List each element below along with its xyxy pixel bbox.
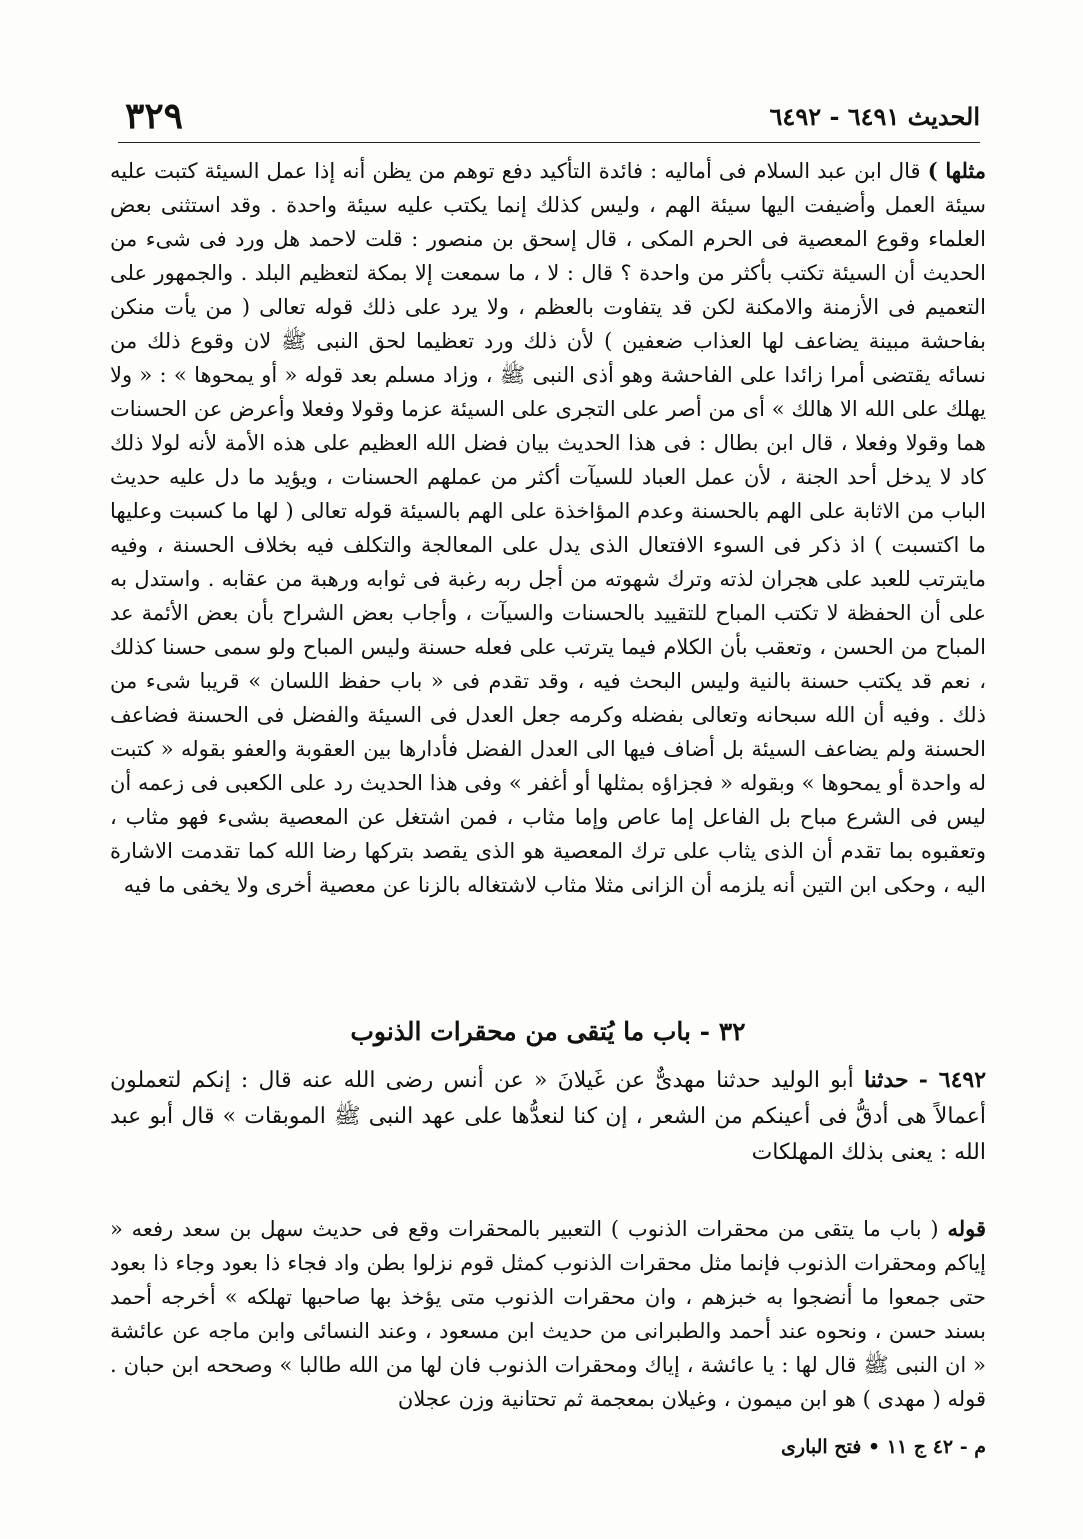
header-rule: [118, 142, 980, 143]
commentary2-text: ( باب ما يتقى من محقرات الذنوب ) التعبير بالمحقرات وقع فى حديث سهل بن سعد رفعه « إياكم ومحقرات الذنوب فإنما مثل محقرات الذنوب كمثل قوم نزلوا بطن واد فجاء ذا بعود وجاء ذا بعود حتى جمعوا ما أنضجوا به خبزهم ، وان محقرات الذنوب متى يؤخذ بها صاحبها تهلكه » أخرجه أحمد بسند حسن ، ونحوه عند أحمد والطبرانى من حديث ابن مسعود ، وعند النسائى وابن ماجه عن عائشة « ان النبى ﷺ قال لها : يا عائشة ، إياك ومحقرات الذنوب فان لها من الله طالبا » وصححه ابن حبان . قوله ( مهدى ) هو ابن ميمون ، وغيلان بمعجمة ثم تحتانية وزن عجلان: [110, 1217, 986, 1411]
running-head: [125, 96, 980, 136]
hadith-number: ٦٤٩٢ -: [918, 1067, 987, 1093]
hadith-chain-word: حدثنا: [863, 1067, 909, 1093]
running-title: الحديث ٦٤٩١ - ٦٤٩٢: [769, 101, 980, 131]
signature-line: م - ٤٢ ج ١١ • فتح البارى: [781, 1436, 986, 1458]
commentary2-lead: قوله: [947, 1216, 986, 1241]
chapter-heading: ٣٢ - باب ما يُتقى من محقرات الذنوب: [350, 1017, 746, 1046]
commentary-text: قال ابن عبد السلام فى أماليه : فائدة التأكيد دفع توهم من يظن أنه إذا عمل السيئة كتبت عليه سيئة العمل وأضيفت اليها سيئة الهم ، وليس كذلك إنما يكتب عليه سيئة واحدة . وقد استثنى بعض العلماء وقوع المعصية فى الحرم المكى ، قال إسحق بن منصور : قلت لاحمد هل ورد فى شىء من الحديث أن السيئة تكتب بأكثر من واحدة ؟ قال : لا ، ما سمعت إلا بمكة لتعظيم البلد . والجمهور على التعميم فى الأزمنة والامكنة لكن قد يتفاوت بالعظم ، ولا يرد على ذلك قوله تعالى ( من يأت منكن بفاحشة مبينة يضاعف لها العذاب ضعفين ) لأن ذلك ورد تعظيما لحق النبى ﷺ لان وقوع ذلك من نسائه يقتضى أمرا زائدا على الفاحشة وهو أذى النبى ﷺ ، وزاد مسلم بعد قوله « أو يمحوها » : « ولا يهلك على الله الا هالك » أى من أصر على التجرى على السيئة عزما وقولا وفعلا وأعرض عن الحسنات هما وقولا وفعلا ، قال ابن بطال : فى هذا الحديث بيان فضل الله العظيم على هذه الأمة لأنه لولا ذلك كاد لا يدخل أحد الجنة ، لأن عمل العباد للسيآت أكثر من عملهم الحسنات ، ويؤيد ما دل عليه حديث الباب من الاثابة على الهم بالحسنة وعدم المؤاخذة على الهم بالسيئة قوله تعالى ( لها ما كسبت وعليها ما اكتسبت ) اذ ذكر فى السوء الافتعال الذى يدل على المعالجة والتكلف فيه بخلاف الحسنة ، وفيه مايترتب للعبد على هجران لذته وترك شهوته من أجل ربه رغبة فى ثوابه ورهبة من عقابه . واستدل به على أن الحفظة لا تكتب المباح للتقييد بالحسنات والسيآت ، وأجاب بعض الشراح بأن بعض الأئمة عد المباح من الحسن ، وتعقب بأن الكلام فيما يترتب على فعله حسنة وليس المباح ولو سمى حسنا كذلك ، نعم قد يكتب حسنة بالنية وليس البحث فيه ، وقد تقدم فى « باب حفظ اللسان » قريبا شىء من ذلك . وفيه أن الله سبحانه وتعالى بفضله وكرمه جعل العدل فى السيئة والفضل فى الحسنة فضاعف الحسنة ولم يضاعف السيئة بل أضاف فيها الى العدل الفضل فأدارها بين العقوبة والعفو بقوله « كتبت له واحدة أو يمحوها » وبقوله « فجزاؤه بمثلها أو أغفر » وفى هذا الحديث رد على الكعبى فى زعمه أن ليس فى الشرع مباح بل الفاعل إما عاص وإما مثاب ، فمن اشتغل عن المعصية بشىء فهو مثاب ، وتعقبوه بما تقدم أن الذى يثاب على ترك المعصية هو الذى يقصد بتركها رضا الله كما تقدمت الاشارة اليه ، وحكى ابن التين أنه يلزمه أن الزانى مثلا مثاب لاشتغاله بالزنا عن معصية أخرى ولا يخفى ما فيه: [110, 159, 986, 897]
commentary-lead: مثلها ): [927, 158, 986, 183]
commentary-paragraph: [110, 154, 986, 902]
hadith-text: أبو الوليد حدثنا مهدىٌّ عن غَيلانَ « عن أنس رضى الله عنه قال : إنكم لتعملون أعمالاً هى أدقُّ فى أعينكم من الشعر ، إن كنا لنعدُّها على عهد النبى ﷺ الموبقات » قال أبو عبد الله : يعنى بذلك المهلكات: [110, 1068, 986, 1165]
hadith-paragraph: [110, 1062, 986, 1171]
commentary2-paragraph: [110, 1212, 986, 1416]
page-number: ٣٢٩: [125, 95, 184, 137]
